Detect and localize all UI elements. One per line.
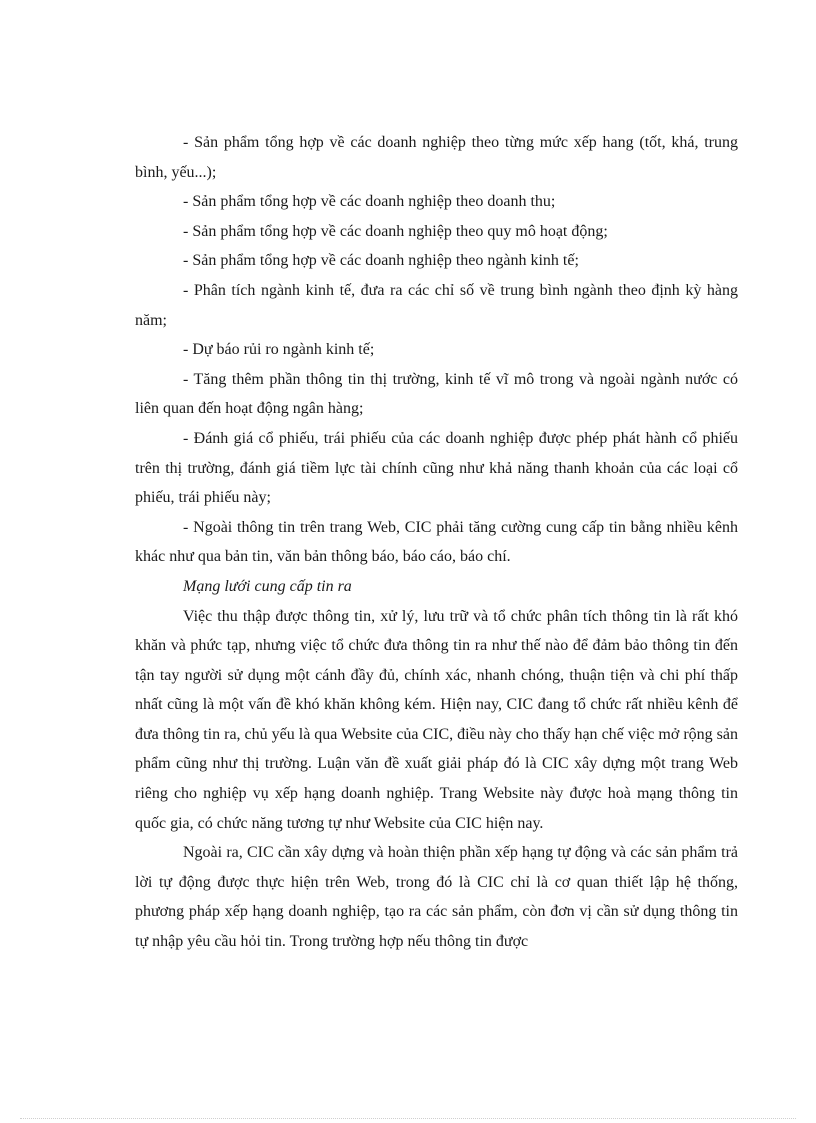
bullet-item: - Dự báo rủi ro ngành kinh tế; xyxy=(183,341,375,359)
bullet-item: - Sản phẩm tổng hợp về các doanh nghiệp theo doanh thu; xyxy=(183,193,556,211)
body-paragraph: Ngoài ra, CIC cần xây dựng và hoàn thiện phần xếp hạng tự động và các sản phẩm trả lời tự động được thực hiện trên Web, trong đó là CIC chỉ là cơ quan thiết lập hệ thống, phương pháp xếp hạng doanh nghiệp, tạo ra các sản phẩm, còn đơn vị cần sử dụng thông tin tự nhập yêu cầu hỏi tin. Trong trường hợp nếu thông tin được xyxy=(135,844,738,951)
body-paragraph: Việc thu thập được thông tin, xử lý, lưu trữ và tổ chức phân tích thông tin là rất khó khăn và phức tạp, nhưng việc tổ chức đưa thông tin ra như thế nào để đảm bảo thông tin đến tận tay người sử dụng một cánh đầy đủ, chính xác, nhanh chóng, thuận tiện và chi phí thấp nhất cũng là một vấn đề khó khăn không kém. Hiện nay, CIC đang tổ chức rất nhiều kênh để đưa thông tin ra, chủ yếu là qua Website của CIC, điều này cho thấy hạn chế việc mở rộng sản phẩm cũng như thị trường. Luận văn đề xuất giải pháp đó là CIC xây dựng một trang Web riêng cho nghiệp vụ xếp hạng doanh nghiệp. Trang Website này được hoà mạng thông tin quốc gia, có chức năng tương tự như Website của CIC hiện nay. xyxy=(135,607,738,832)
bullet-item: - Phân tích ngành kinh tế, đưa ra các chỉ số về trung bình ngành theo định kỳ hàng năm; xyxy=(135,281,738,329)
document-body xyxy=(135,128,738,957)
bullet-item: - Đánh giá cổ phiếu, trái phiếu của các doanh nghiệp được phép phát hành cổ phiếu trên thị trường, đánh giá tiềm lực tài chính cũng như khả năng thanh khoản của các loại cổ phiếu, trái phiếu này; xyxy=(135,429,738,507)
bullet-item: - Tăng thêm phần thông tin thị trường, kinh tế vĩ mô trong và ngoài ngành nước có liên quan đến hoạt động ngân hàng; xyxy=(135,370,738,418)
page-bottom-divider xyxy=(20,1118,796,1119)
bullet-item: - Sản phẩm tổng hợp về các doanh nghiệp theo ngành kinh tế; xyxy=(183,252,579,270)
section-heading: Mạng lưới cung cấp tin ra xyxy=(183,577,352,595)
bullet-item: - Sản phẩm tổng hợp về các doanh nghiệp theo từng mức xếp hang (tốt, khá, trung bình, yếu...); xyxy=(135,134,738,181)
bullet-item: - Sản phẩm tổng hợp về các doanh nghiệp theo quy mô hoạt động; xyxy=(183,222,608,240)
bullet-item: - Ngoài thông tin trên trang Web, CIC phải tăng cường cung cấp tin bằng nhiều kênh khác như qua bản tin, văn bản thông báo, báo cáo, báo chí. xyxy=(135,518,738,566)
